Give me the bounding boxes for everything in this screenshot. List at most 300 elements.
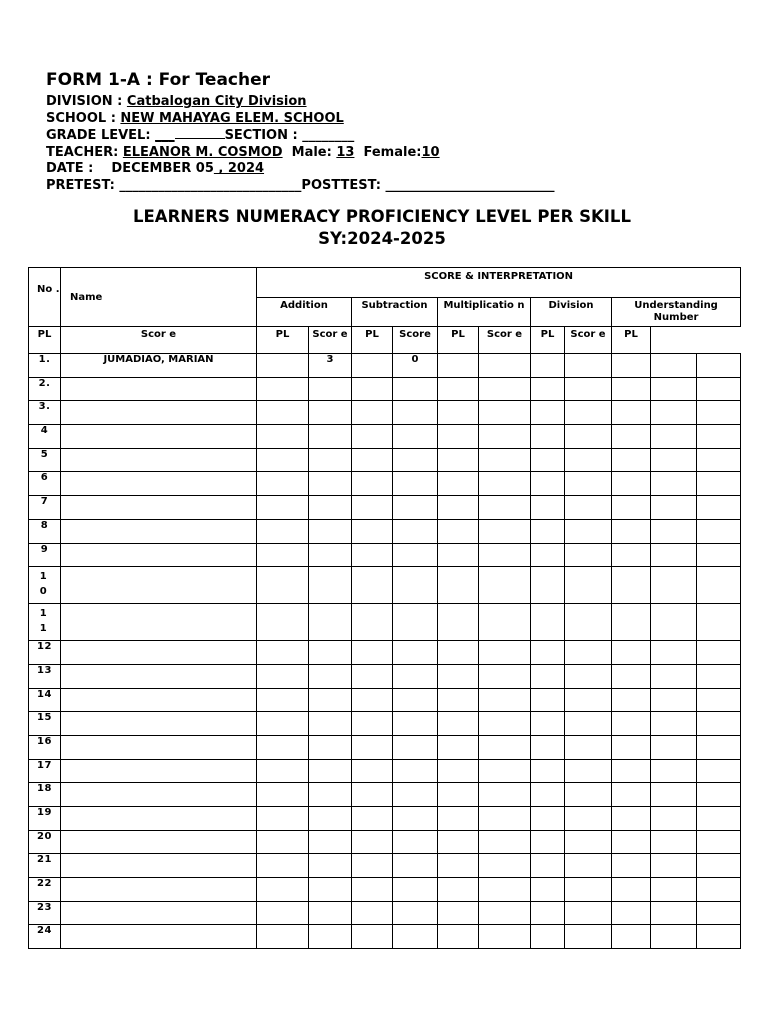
mul-pl-cell[interactable]: [438, 688, 479, 712]
sub-score-cell[interactable]: [393, 712, 438, 736]
add-score-cell[interactable]: [309, 688, 352, 712]
div-pl-cell[interactable]: [531, 854, 565, 878]
div-score-cell[interactable]: [565, 401, 612, 425]
und-pl2-cell[interactable]: [697, 425, 741, 449]
learner-name[interactable]: [61, 377, 257, 401]
und-pl2-cell[interactable]: [697, 783, 741, 807]
und-pl2-header: PL: [612, 327, 651, 354]
div-pl-cell[interactable]: [531, 830, 565, 854]
learner-name[interactable]: [61, 472, 257, 496]
mul-pl-cell[interactable]: [438, 448, 479, 472]
div-score-cell[interactable]: [565, 448, 612, 472]
div-pl-cell[interactable]: [531, 783, 565, 807]
div-pl-cell[interactable]: [531, 472, 565, 496]
learner-name[interactable]: [61, 604, 257, 641]
div-score-cell[interactable]: [565, 783, 612, 807]
add-score-cell[interactable]: [309, 807, 352, 831]
und-pl-cell[interactable]: [612, 759, 651, 783]
mul-score-cell[interactable]: [479, 712, 531, 736]
learner-name[interactable]: [61, 664, 257, 688]
add-pl-cell[interactable]: [257, 783, 309, 807]
sub-pl-cell[interactable]: [352, 807, 393, 831]
sub-score-cell[interactable]: [393, 472, 438, 496]
mul-pl-cell[interactable]: [438, 759, 479, 783]
und-pl2-cell[interactable]: [697, 759, 741, 783]
und-score-cell[interactable]: [651, 735, 697, 759]
learner-name[interactable]: [61, 901, 257, 925]
sub-score-cell[interactable]: [393, 377, 438, 401]
und-pl2-cell[interactable]: [697, 519, 741, 543]
div-score-cell[interactable]: [565, 735, 612, 759]
div-pl-cell[interactable]: [531, 377, 565, 401]
learner-name[interactable]: [61, 519, 257, 543]
add-pl-cell[interactable]: [257, 448, 309, 472]
und-score-cell[interactable]: [651, 354, 697, 378]
learner-name[interactable]: [61, 878, 257, 902]
div-score-cell[interactable]: [565, 377, 612, 401]
sub-score-cell[interactable]: [393, 878, 438, 902]
sub-pl-cell[interactable]: [352, 496, 393, 520]
learner-name[interactable]: [61, 401, 257, 425]
und-pl2-cell[interactable]: [697, 901, 741, 925]
und-pl-cell[interactable]: [612, 496, 651, 520]
und-pl-cell[interactable]: [612, 783, 651, 807]
learner-name[interactable]: [61, 543, 257, 567]
div-score-cell[interactable]: [565, 807, 612, 831]
und-score-cell[interactable]: [651, 377, 697, 401]
school-label: SCHOOL :: [46, 110, 121, 126]
mul-score-cell[interactable]: [479, 901, 531, 925]
sub-pl-cell[interactable]: [352, 759, 393, 783]
sub-score-cell[interactable]: [393, 925, 438, 949]
und-pl2-cell[interactable]: [697, 604, 741, 641]
add-score-cell[interactable]: [309, 425, 352, 449]
div-pl-cell[interactable]: [531, 712, 565, 736]
table-row: [29, 472, 741, 496]
sub-pl-cell[interactable]: [352, 377, 393, 401]
mul-pl-cell[interactable]: [438, 641, 479, 665]
sub-pl-cell[interactable]: [352, 925, 393, 949]
add-pl-cell[interactable]: [257, 543, 309, 567]
add-score-cell[interactable]: [309, 472, 352, 496]
div-score-cell[interactable]: [565, 878, 612, 902]
und-score-cell[interactable]: [651, 854, 697, 878]
div-pl-cell[interactable]: [531, 354, 565, 378]
add-score-cell[interactable]: [309, 543, 352, 567]
div-pl-cell[interactable]: [531, 519, 565, 543]
sub-pl-cell[interactable]: [352, 354, 393, 378]
und-pl-cell[interactable]: [612, 425, 651, 449]
sub-pl-cell[interactable]: [352, 830, 393, 854]
und-pl2-cell[interactable]: [697, 712, 741, 736]
learner-name[interactable]: [61, 688, 257, 712]
mul-score-cell[interactable]: [479, 401, 531, 425]
mul-score-cell[interactable]: [479, 830, 531, 854]
add-pl-cell[interactable]: [257, 354, 309, 378]
sub-score-cell[interactable]: [393, 735, 438, 759]
sub-score-cell[interactable]: [393, 448, 438, 472]
skill-subtraction: Subtraction: [352, 298, 438, 327]
div-score-cell[interactable]: [565, 830, 612, 854]
und-pl2-cell[interactable]: [697, 641, 741, 665]
und-pl-cell[interactable]: [612, 519, 651, 543]
add-pl-cell[interactable]: [257, 925, 309, 949]
und-pl-cell[interactable]: [612, 830, 651, 854]
und-pl-cell[interactable]: [612, 688, 651, 712]
mul-pl-cell[interactable]: [438, 901, 479, 925]
und-score-cell[interactable]: [651, 543, 697, 567]
div-score-cell[interactable]: [565, 901, 612, 925]
und-pl-cell[interactable]: [612, 472, 651, 496]
mul-score-cell[interactable]: [479, 448, 531, 472]
add-pl-cell[interactable]: [257, 496, 309, 520]
und-score-cell[interactable]: [651, 878, 697, 902]
sub-pl-cell[interactable]: [352, 664, 393, 688]
add-score-cell[interactable]: [309, 604, 352, 641]
mul-score-cell[interactable]: [479, 519, 531, 543]
mul-pl-cell[interactable]: [438, 354, 479, 378]
sub-score-cell[interactable]: [393, 901, 438, 925]
header-row-3: [29, 327, 741, 354]
sub-score-cell[interactable]: [393, 604, 438, 641]
div-score-cell[interactable]: [565, 519, 612, 543]
add-score-cell[interactable]: [309, 377, 352, 401]
sub-score-cell[interactable]: [393, 641, 438, 665]
mul-pl-cell[interactable]: [438, 830, 479, 854]
mul-pl-cell[interactable]: [438, 496, 479, 520]
sub-score-cell[interactable]: [393, 854, 438, 878]
learner-name[interactable]: [61, 925, 257, 949]
div-pl-cell[interactable]: [531, 664, 565, 688]
add-score-cell[interactable]: [309, 519, 352, 543]
div-pl-cell[interactable]: [531, 925, 565, 949]
und-pl2-cell[interactable]: [697, 854, 741, 878]
und-pl-cell[interactable]: [612, 712, 651, 736]
mul-pl-cell[interactable]: [438, 401, 479, 425]
mul-score-cell[interactable]: [479, 783, 531, 807]
mul-pl-cell[interactable]: [438, 567, 479, 604]
div-pl-cell[interactable]: [531, 496, 565, 520]
und-score-cell[interactable]: [651, 688, 697, 712]
div-score-cell[interactable]: [565, 854, 612, 878]
und-pl2-cell[interactable]: [697, 688, 741, 712]
mul-pl-cell[interactable]: [438, 854, 479, 878]
mul-score-cell[interactable]: [479, 925, 531, 949]
mul-score-cell[interactable]: [479, 472, 531, 496]
add-pl-cell[interactable]: [257, 759, 309, 783]
und-score-cell[interactable]: [651, 641, 697, 665]
und-pl2-cell[interactable]: [697, 377, 741, 401]
div-score-cell[interactable]: [565, 759, 612, 783]
add-pl-cell[interactable]: [257, 807, 309, 831]
und-score-cell[interactable]: [651, 519, 697, 543]
mul-pl-cell[interactable]: [438, 664, 479, 688]
sub-score-cell[interactable]: [393, 496, 438, 520]
div-score-cell[interactable]: [565, 543, 612, 567]
mul-score-cell[interactable]: [479, 735, 531, 759]
und-pl-cell[interactable]: [612, 377, 651, 401]
div-pl-cell[interactable]: [531, 543, 565, 567]
add-pl-cell[interactable]: [257, 688, 309, 712]
skill-understanding-number: Understanding Number: [612, 298, 741, 327]
und-pl2-cell[interactable]: [697, 735, 741, 759]
mul-score-cell[interactable]: [479, 854, 531, 878]
add-pl-cell[interactable]: [257, 735, 309, 759]
add-pl-cell[interactable]: [257, 425, 309, 449]
sub-score-cell[interactable]: [393, 807, 438, 831]
mul-score-cell[interactable]: [479, 543, 531, 567]
mul-score-cell[interactable]: [479, 807, 531, 831]
mul-score-cell[interactable]: [479, 759, 531, 783]
learner-name[interactable]: JUMADIAO, MARIAN: [61, 354, 257, 378]
row-number: 13: [29, 664, 61, 688]
add-score-cell[interactable]: [309, 901, 352, 925]
sub-pl-cell[interactable]: [352, 604, 393, 641]
sub-pl-cell[interactable]: [352, 641, 393, 665]
div-pl-cell[interactable]: [531, 688, 565, 712]
div-pl-cell[interactable]: [531, 901, 565, 925]
div-pl-cell[interactable]: [531, 759, 565, 783]
add-score-cell[interactable]: [309, 878, 352, 902]
und-score-cell[interactable]: [651, 472, 697, 496]
add-score-cell[interactable]: [309, 712, 352, 736]
add-score-cell[interactable]: 3: [309, 354, 352, 378]
div-pl-cell[interactable]: [531, 641, 565, 665]
mul-pl-cell[interactable]: [438, 925, 479, 949]
add-pl-cell[interactable]: [257, 878, 309, 902]
learner-name[interactable]: [61, 712, 257, 736]
div-pl-cell[interactable]: [531, 878, 565, 902]
sub-pl-cell[interactable]: [352, 401, 393, 425]
div-score-cell[interactable]: [565, 567, 612, 604]
div-pl-cell[interactable]: [531, 604, 565, 641]
sub-pl-cell[interactable]: [352, 519, 393, 543]
und-pl2-cell[interactable]: [697, 878, 741, 902]
add-pl-cell[interactable]: [257, 567, 309, 604]
div-score-cell[interactable]: [565, 925, 612, 949]
und-score-cell[interactable]: [651, 807, 697, 831]
mul-score-cell[interactable]: [479, 567, 531, 604]
und-score-cell[interactable]: [651, 712, 697, 736]
div-pl-cell[interactable]: [531, 567, 565, 604]
learner-name[interactable]: [61, 735, 257, 759]
male-value: 13: [336, 144, 355, 160]
add-pl-cell[interactable]: [257, 901, 309, 925]
add-score-cell[interactable]: [309, 830, 352, 854]
add-pl-cell[interactable]: [257, 519, 309, 543]
learner-name[interactable]: [61, 448, 257, 472]
add-score-cell[interactable]: [309, 567, 352, 604]
mul-score-cell[interactable]: [479, 354, 531, 378]
div-pl-cell[interactable]: [531, 735, 565, 759]
div-score-cell[interactable]: [565, 496, 612, 520]
und-pl2-cell[interactable]: [697, 496, 741, 520]
add-pl-cell[interactable]: [257, 401, 309, 425]
mul-pl-cell[interactable]: [438, 472, 479, 496]
add-score-cell[interactable]: [309, 496, 352, 520]
mul-pl-cell[interactable]: [438, 377, 479, 401]
sub-pl-cell[interactable]: [352, 901, 393, 925]
learner-name[interactable]: [61, 759, 257, 783]
div-score-cell[interactable]: [565, 641, 612, 665]
mul-pl-cell[interactable]: [438, 712, 479, 736]
mul-score-cell[interactable]: [479, 425, 531, 449]
mul-pl-cell[interactable]: [438, 878, 479, 902]
learner-name[interactable]: [61, 496, 257, 520]
und-score-cell[interactable]: [651, 425, 697, 449]
learner-name[interactable]: [61, 854, 257, 878]
add-score-cell[interactable]: [309, 854, 352, 878]
mul-score-cell[interactable]: [479, 641, 531, 665]
und-pl-cell[interactable]: [612, 543, 651, 567]
sub-pl-cell[interactable]: [352, 543, 393, 567]
add-pl-cell[interactable]: [257, 664, 309, 688]
div-score-cell[interactable]: [565, 604, 612, 641]
sub-pl-cell[interactable]: [352, 712, 393, 736]
sub-pl-cell[interactable]: [352, 448, 393, 472]
und-score-cell[interactable]: [651, 604, 697, 641]
und-score-cell[interactable]: [651, 448, 697, 472]
add-pl-cell[interactable]: [257, 472, 309, 496]
und-pl-cell[interactable]: [612, 807, 651, 831]
und-score-cell[interactable]: [651, 830, 697, 854]
mul-pl-cell[interactable]: [438, 604, 479, 641]
sub-pl-cell[interactable]: [352, 472, 393, 496]
und-score-cell[interactable]: [651, 901, 697, 925]
und-pl2-cell[interactable]: [697, 567, 741, 604]
add-pl-cell[interactable]: [257, 830, 309, 854]
und-score-cell[interactable]: [651, 567, 697, 604]
und-score-cell[interactable]: [651, 925, 697, 949]
add-score-cell[interactable]: [309, 401, 352, 425]
und-pl2-cell[interactable]: [697, 401, 741, 425]
sub-score-cell[interactable]: [393, 688, 438, 712]
und-pl-cell[interactable]: [612, 567, 651, 604]
und-pl2-cell[interactable]: [697, 664, 741, 688]
und-pl2-cell[interactable]: [697, 543, 741, 567]
mul-pl-cell[interactable]: [438, 425, 479, 449]
div-pl-cell[interactable]: [531, 807, 565, 831]
und-pl-cell[interactable]: [612, 735, 651, 759]
sub-score-cell[interactable]: [393, 519, 438, 543]
sub-pl-cell[interactable]: [352, 735, 393, 759]
und-pl-cell[interactable]: [612, 925, 651, 949]
mul-score-cell[interactable]: [479, 664, 531, 688]
div-pl-cell[interactable]: [531, 448, 565, 472]
div-score-cell[interactable]: [565, 712, 612, 736]
und-score-cell[interactable]: [651, 496, 697, 520]
add-pl-cell[interactable]: [257, 604, 309, 641]
div-pl-cell[interactable]: [531, 425, 565, 449]
mul-pl-cell[interactable]: [438, 519, 479, 543]
und-pl-cell[interactable]: [612, 854, 651, 878]
learner-name[interactable]: [61, 567, 257, 604]
und-score-cell[interactable]: [651, 664, 697, 688]
add-pl-cell[interactable]: [257, 854, 309, 878]
und-pl-cell[interactable]: [612, 354, 651, 378]
und-pl-cell[interactable]: [612, 664, 651, 688]
sub-pl-cell[interactable]: [352, 783, 393, 807]
sub-score-cell[interactable]: [393, 664, 438, 688]
und-score-cell[interactable]: [651, 783, 697, 807]
mul-score-cell[interactable]: [479, 377, 531, 401]
row-number: 8: [29, 519, 61, 543]
add-score-cell[interactable]: [309, 664, 352, 688]
mul-pl-cell[interactable]: [438, 735, 479, 759]
und-pl2-cell[interactable]: [697, 472, 741, 496]
und-pl2-cell[interactable]: [697, 925, 741, 949]
sub-pl-cell[interactable]: [352, 425, 393, 449]
mul-score-cell[interactable]: [479, 688, 531, 712]
sub-score-cell[interactable]: [393, 543, 438, 567]
div-score-cell[interactable]: [565, 425, 612, 449]
div-score-cell[interactable]: [565, 472, 612, 496]
div-pl-cell[interactable]: [531, 401, 565, 425]
sub-score-cell[interactable]: [393, 759, 438, 783]
table-row: [29, 567, 741, 604]
learner-name[interactable]: [61, 830, 257, 854]
add-score-cell[interactable]: [309, 783, 352, 807]
und-pl2-cell[interactable]: [697, 830, 741, 854]
div-score-cell[interactable]: [565, 354, 612, 378]
learner-name[interactable]: [61, 425, 257, 449]
sub-pl-cell[interactable]: [352, 878, 393, 902]
und-pl-cell[interactable]: [612, 604, 651, 641]
und-pl-cell[interactable]: [612, 878, 651, 902]
und-score-cell[interactable]: [651, 401, 697, 425]
und-pl2-cell[interactable]: [697, 807, 741, 831]
teacher-label: TEACHER:: [46, 144, 123, 160]
add-score-cell[interactable]: [309, 735, 352, 759]
add-score-cell[interactable]: [309, 448, 352, 472]
sub-score-cell[interactable]: [393, 783, 438, 807]
und-pl2-cell[interactable]: [697, 448, 741, 472]
sub-score-cell[interactable]: [393, 425, 438, 449]
learner-name[interactable]: [61, 807, 257, 831]
learner-name[interactable]: [61, 641, 257, 665]
und-pl-cell[interactable]: [612, 448, 651, 472]
mul-score-cell[interactable]: [479, 604, 531, 641]
add-score-cell[interactable]: [309, 641, 352, 665]
sub-pl-cell[interactable]: [352, 854, 393, 878]
sub-pl-cell[interactable]: [352, 688, 393, 712]
div-score-cell[interactable]: [565, 688, 612, 712]
add-score-cell[interactable]: [309, 925, 352, 949]
mul-pl-cell[interactable]: [438, 807, 479, 831]
sub-score-cell[interactable]: [393, 567, 438, 604]
und-pl-cell[interactable]: [612, 401, 651, 425]
sub-score-cell[interactable]: [393, 401, 438, 425]
mul-score-cell[interactable]: [479, 878, 531, 902]
und-pl2-cell[interactable]: [697, 354, 741, 378]
learner-name[interactable]: [61, 783, 257, 807]
und-pl-cell[interactable]: [612, 641, 651, 665]
add-pl-cell[interactable]: [257, 377, 309, 401]
mul-pl-cell[interactable]: [438, 543, 479, 567]
mul-score-cell[interactable]: [479, 496, 531, 520]
mul-pl-cell[interactable]: [438, 783, 479, 807]
add-pl-cell[interactable]: [257, 712, 309, 736]
add-score-cell[interactable]: [309, 759, 352, 783]
und-score-cell[interactable]: [651, 759, 697, 783]
und-pl-cell[interactable]: [612, 901, 651, 925]
add-pl-cell[interactable]: [257, 641, 309, 665]
div-score-cell[interactable]: [565, 664, 612, 688]
row-number: 23: [29, 901, 61, 925]
sub-pl-cell[interactable]: [352, 567, 393, 604]
sub-score-cell[interactable]: 0: [393, 354, 438, 378]
sub-score-cell[interactable]: [393, 830, 438, 854]
